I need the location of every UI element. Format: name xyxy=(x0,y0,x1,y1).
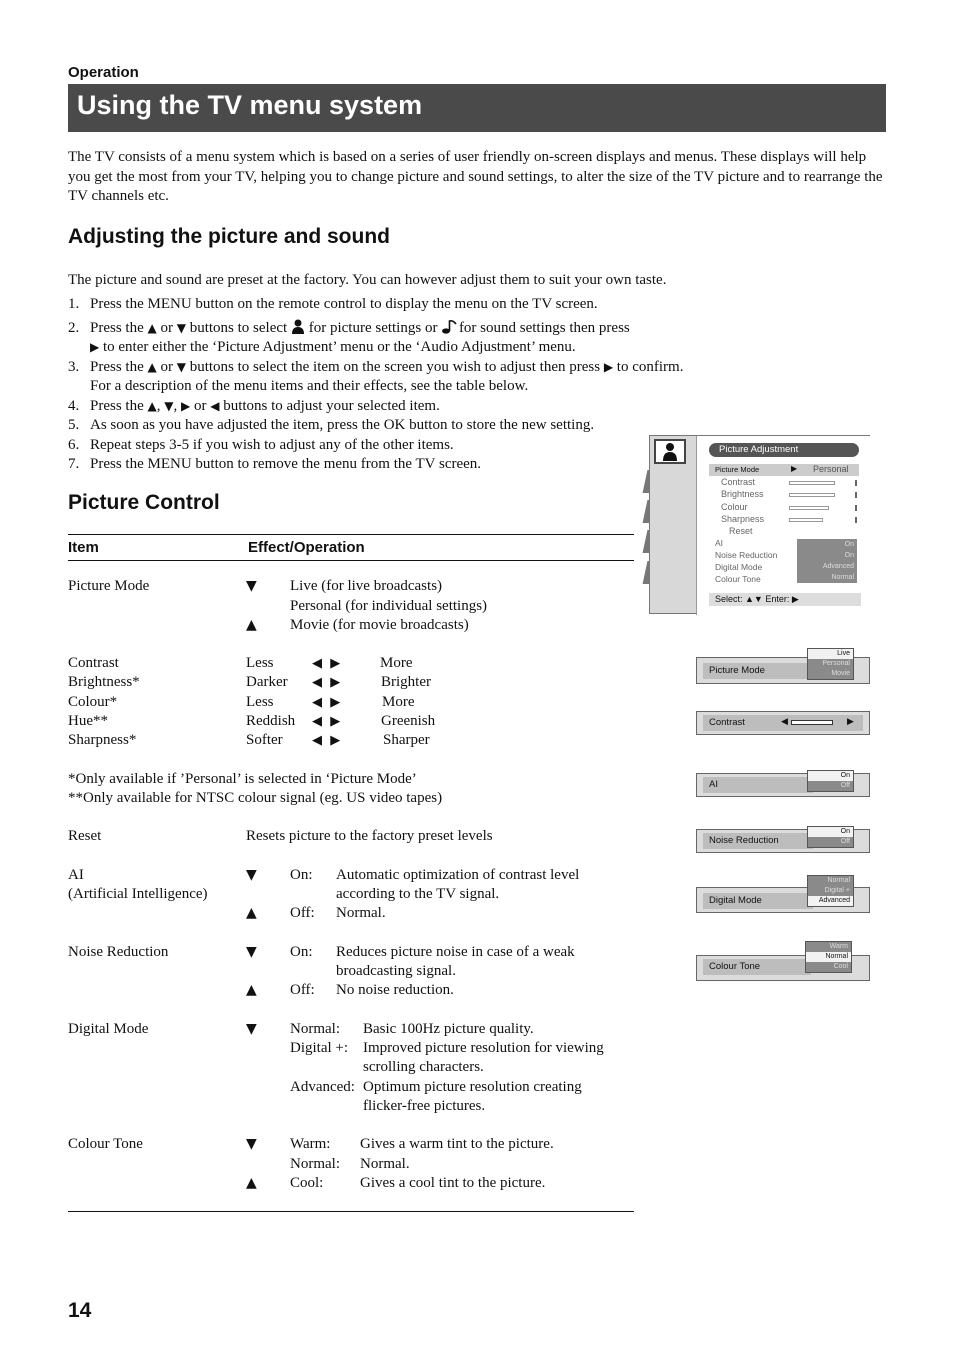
section-label: Operation xyxy=(68,64,139,81)
right-triangle-icon: ▶ xyxy=(90,340,100,354)
digital-mode-options[interactable]: Normal Digital + Advanced xyxy=(807,875,854,907)
menu-title: Picture Adjustment xyxy=(709,443,859,457)
left-right-arrows-icon: ◀ ▶ xyxy=(312,675,341,690)
noise-reduction-options[interactable]: On Off xyxy=(807,826,854,848)
menu-panel: Picture Adjustment Picture Mode ▶ Personal Contrast Brightness Colour Sharpness Reset AI Noise Reduction Digital Mode Colour Tone On On Advanced Normal Select: ▲▼ Enter: ▶ xyxy=(696,436,871,615)
down-triangle-icon: ▼ xyxy=(246,867,257,883)
left-right-arrows-icon: ◀ ▶ xyxy=(312,733,341,748)
values-box: On On Advanced Normal xyxy=(797,539,857,583)
up-triangle-icon: ▲ xyxy=(246,617,257,633)
footnote: *Only available if ’Personal’ is selected in ‘Picture Mode’ xyxy=(68,771,417,787)
column-header-effect: Effect/Operation xyxy=(248,539,365,556)
ai-options[interactable]: On Off xyxy=(807,770,854,792)
colour-tone-options[interactable]: Warm Normal Cool xyxy=(805,941,852,973)
column-header-item: Item xyxy=(68,539,99,556)
adjust-heading: Adjusting the picture and sound xyxy=(68,225,390,248)
table-header xyxy=(68,539,634,556)
steps-list xyxy=(68,295,688,475)
slider-end xyxy=(855,517,857,523)
up-triangle-icon: ▲ xyxy=(246,1175,257,1191)
list-item: 2. Press the ▲ or ▼ buttons to select for picture settings or for sound settings then press ▶ to enter either the ‘Picture Adjustment’ menu or the ‘Audio Adjustment’ menu. xyxy=(68,319,630,355)
picture-mode-panel: Picture Mode Live Personal Movie xyxy=(696,657,870,684)
table-rule-bottom xyxy=(68,1211,634,1212)
up-triangle-icon: ▲ xyxy=(147,320,157,335)
up-triangle-icon: ▲ xyxy=(147,398,157,413)
page-title: Using the TV menu system xyxy=(68,84,886,132)
left-right-arrows-icon: ◀ ▶ xyxy=(312,656,341,671)
right-triangle-icon: ▶ xyxy=(791,464,798,473)
right-triangle-icon: ▶ xyxy=(603,359,614,374)
left-right-arrows-icon: ◀ ▶ xyxy=(312,695,341,710)
down-triangle-icon: ▼ xyxy=(176,359,186,374)
noise-reduction-panel: Noise Reduction On Off xyxy=(696,829,870,853)
list-item: 6. Repeat steps 3-5 if you wish to adjust any of the other items. xyxy=(68,436,454,453)
picture-control-heading: Picture Control xyxy=(68,491,220,514)
up-triangle-icon: ▲ xyxy=(147,359,157,374)
menu-footer: Select: ▲▼ Enter: ▶ xyxy=(709,593,861,606)
person-icon xyxy=(291,319,305,334)
left-triangle-icon: ◀ xyxy=(210,398,220,413)
slider-end xyxy=(855,505,857,511)
picture-adjustment-menu xyxy=(649,435,870,614)
contrast-panel: Contrast ◀ ▶ xyxy=(696,711,870,735)
down-triangle-icon: ▼ xyxy=(246,944,257,960)
down-triangle-icon: ▼ xyxy=(164,398,174,413)
contrast-slider[interactable] xyxy=(791,720,833,725)
footnote: **Only available for NTSC colour signal (eg. US video tapes) xyxy=(68,790,443,806)
up-triangle-icon: ▲ xyxy=(246,905,257,921)
slider-end xyxy=(855,492,857,498)
slider-end xyxy=(855,480,857,486)
slider-bar xyxy=(789,493,835,497)
picture-menu-icon[interactable] xyxy=(654,439,686,464)
down-triangle-icon: ▼ xyxy=(176,320,186,335)
page-number: 14 xyxy=(68,1299,92,1322)
right-triangle-icon[interactable]: ▶ xyxy=(847,716,854,726)
slider-bar xyxy=(789,518,823,522)
list-item: 4. Press the ▲, ▼, ▶ or ◀ buttons to adjust your selected item. xyxy=(68,397,440,414)
row-picture-mode-item: Picture Mode xyxy=(68,578,150,594)
table-rule-top xyxy=(68,534,634,535)
list-item: 3. Press the ▲ or ▼ buttons to select the item on the screen you wish to adjust then press ▶ to confirm. For a description of the menu items and their effects, see the table below. xyxy=(68,358,684,394)
list-item: 5. As soon as you have adjusted the item, press the OK button to store the new setting. xyxy=(68,417,595,433)
up-triangle-icon: ▲ xyxy=(246,982,257,998)
picture-mode-options[interactable]: Live Personal Movie xyxy=(807,648,854,680)
music-note-icon xyxy=(441,319,455,334)
down-triangle-icon: ▼ xyxy=(246,1136,257,1152)
digital-mode-panel: Digital Mode Normal Digital + Advanced xyxy=(696,887,870,913)
adjust-intro: The picture and sound are preset at the factory. You can however adjust them to suit your own taste. xyxy=(68,272,667,288)
left-triangle-icon[interactable]: ◀ xyxy=(781,716,788,726)
list-item: 7. Press the MENU button to remove the menu from the TV screen. xyxy=(68,456,482,472)
slider-bar xyxy=(789,506,829,510)
ai-panel: AI On Off xyxy=(696,773,870,797)
slider-bar xyxy=(789,481,835,485)
menu-row-selected[interactable]: Picture Mode ▶ Personal xyxy=(709,464,859,476)
right-triangle-icon: ▶ xyxy=(180,398,191,413)
left-right-arrows-icon: ◀ ▶ xyxy=(312,714,341,729)
list-item: 1. Press the MENU button on the remote control to display the menu on the TV screen. xyxy=(68,296,598,312)
down-triangle-icon: ▼ xyxy=(246,578,257,594)
intro-paragraph: The TV consists of a menu system which is based on a series of user friendly on-screen displays and menus. These displays will help you get the most from your TV, helping you to change picture and sound settings, to alter the size of the TV picture and to rearrange the TV channels etc. xyxy=(68,149,883,204)
table-rule-mid xyxy=(68,560,634,561)
colour-tone-panel: Colour Tone Warm Normal Cool xyxy=(696,955,870,981)
down-triangle-icon: ▼ xyxy=(246,1021,257,1037)
